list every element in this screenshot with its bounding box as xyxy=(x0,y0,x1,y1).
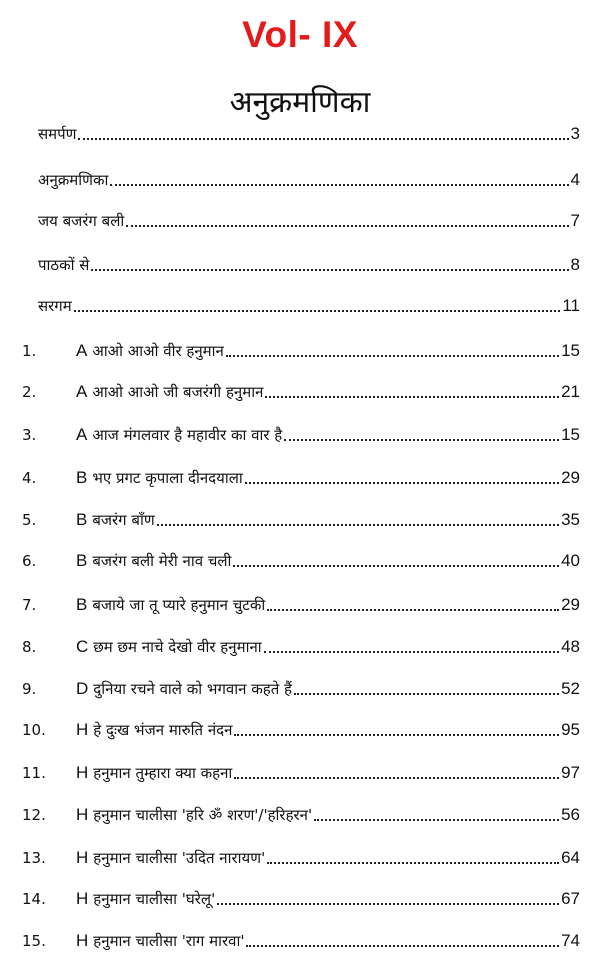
toc-row[interactable] xyxy=(22,929,580,953)
dot-leader xyxy=(217,903,559,905)
dot-leader xyxy=(226,355,559,357)
toc-page: 15 xyxy=(561,425,580,444)
entry-letter: H xyxy=(76,763,89,782)
dot-leader xyxy=(314,819,559,821)
entry-letter: H xyxy=(76,848,89,867)
entry-letter: H xyxy=(76,889,89,908)
toc-title: आओ आओ वीर हनुमान xyxy=(92,342,224,360)
dot-leader xyxy=(267,862,559,864)
toc-title: हनुमान तुम्हारा क्या कहना xyxy=(93,764,233,782)
dot-leader xyxy=(267,609,559,611)
toc-title: अनुक्रमणिका xyxy=(38,171,109,189)
dot-leader xyxy=(294,693,559,695)
toc-title: हनुमान चालीसा 'उदित नारायण' xyxy=(93,849,266,867)
entry-letter: A xyxy=(76,382,88,401)
dot-leader xyxy=(91,269,568,271)
entry-letter: C xyxy=(76,637,89,656)
toc-page: 97 xyxy=(561,763,580,782)
toc-title: छम छम नाचे देखो वीर हनुमाना xyxy=(93,638,262,656)
toc-title: सरगम xyxy=(38,297,72,315)
entry-number: 9. xyxy=(22,680,37,698)
entry-letter: H xyxy=(76,720,89,739)
toc-title: बजरंग बाँण xyxy=(92,511,155,529)
dot-leader xyxy=(126,225,568,227)
toc-page: 7 xyxy=(570,211,580,230)
toc-page: 40 xyxy=(561,551,580,570)
dot-leader xyxy=(234,777,559,779)
toc-page: 56 xyxy=(561,805,580,824)
toc-row-front[interactable] xyxy=(38,122,580,146)
entry-letter: B xyxy=(76,510,88,529)
toc-title: बजाये जा तू प्यारे हनुमान चुटकी xyxy=(92,596,266,614)
entry-number: 13. xyxy=(22,849,46,867)
toc-title: हनुमान चालीसा 'राग मारवा' xyxy=(93,932,245,950)
entry-letter: H xyxy=(76,805,89,824)
toc-row-front[interactable] xyxy=(38,294,580,318)
toc-page: 35 xyxy=(561,510,580,529)
toc-title: हनुमान चालीसा 'घरेलू' xyxy=(93,890,216,908)
entry-number: 11. xyxy=(22,764,46,782)
toc-title: हनुमान चालीसा 'हरि ॐ शरण'/'हरिहरन' xyxy=(93,806,313,824)
toc-title: दुनिया रचने वाले को भगवान कहते हैं xyxy=(93,680,292,698)
entry-number: 14. xyxy=(22,890,46,908)
toc-row[interactable] xyxy=(22,593,580,617)
toc-title: भए प्रगट कृपाला दीनदयाला xyxy=(92,469,243,487)
toc-row[interactable] xyxy=(22,380,580,404)
dot-leader xyxy=(264,651,559,653)
dot-leader xyxy=(74,310,561,312)
entry-number: 5. xyxy=(22,511,37,529)
entry-number: 1. xyxy=(22,342,37,360)
toc-title: समर्पण xyxy=(38,125,77,143)
toc-page: 29 xyxy=(561,595,580,614)
toc-row[interactable] xyxy=(22,635,580,659)
entry-letter: A xyxy=(76,425,88,444)
page-heading: अनुक्रमणिका xyxy=(229,85,371,120)
entry-letter: B xyxy=(76,595,88,614)
dot-leader xyxy=(245,482,559,484)
entry-letter: B xyxy=(76,468,88,487)
toc-page: 64 xyxy=(561,848,580,867)
toc-row-front[interactable] xyxy=(38,209,580,233)
toc-row[interactable] xyxy=(22,339,580,363)
toc-page: 4 xyxy=(570,170,580,189)
toc-page: 48 xyxy=(561,637,580,656)
toc-page: 29 xyxy=(561,468,580,487)
toc-row[interactable] xyxy=(22,718,580,742)
toc-row[interactable] xyxy=(22,677,580,701)
entry-number: 2. xyxy=(22,383,37,401)
toc-page: 3 xyxy=(570,124,580,143)
entry-number: 10. xyxy=(22,721,46,739)
toc-row[interactable] xyxy=(22,508,580,532)
toc-row[interactable] xyxy=(22,423,580,447)
dot-leader xyxy=(110,184,568,186)
dot-leader xyxy=(265,396,559,398)
volume-title: Vol- IX xyxy=(242,14,358,55)
toc-row-front[interactable] xyxy=(38,168,580,192)
toc-page: 74 xyxy=(561,931,580,950)
toc-row[interactable] xyxy=(22,846,580,870)
entry-letter: B xyxy=(76,551,88,570)
toc-title: आज मंगलवार है महावीर का वार है xyxy=(92,426,283,444)
toc-row[interactable] xyxy=(22,549,580,573)
entry-letter: D xyxy=(76,679,89,698)
toc-title: आओ आओ जी बजरंगी हनुमान xyxy=(92,383,264,401)
toc-page: 15 xyxy=(561,341,580,360)
entry-number: 12. xyxy=(22,806,46,824)
toc-row[interactable] xyxy=(22,887,580,911)
toc-page: 8 xyxy=(570,255,580,274)
entry-letter: A xyxy=(76,341,88,360)
toc-row[interactable] xyxy=(22,803,580,827)
toc-page: 52 xyxy=(561,679,580,698)
entry-number: 15. xyxy=(22,932,46,950)
toc-page: 95 xyxy=(561,720,580,739)
entry-number: 3. xyxy=(22,426,37,444)
toc-title: बजरंग बली मेरी नाव चली xyxy=(92,552,232,570)
entry-number: 7. xyxy=(22,596,37,614)
dot-leader xyxy=(234,734,559,736)
entry-number: 6. xyxy=(22,552,37,570)
entry-number: 8. xyxy=(22,638,37,656)
toc-page: 21 xyxy=(561,382,580,401)
toc-row-front[interactable] xyxy=(38,253,580,277)
toc-title: पाठकों से xyxy=(38,256,90,274)
toc-title: हे दुःख भंजन मारुति नंदन xyxy=(93,721,233,739)
toc-page: 67 xyxy=(561,889,580,908)
dot-leader xyxy=(78,138,568,140)
entry-number: 4. xyxy=(22,469,37,487)
dot-leader xyxy=(246,945,559,947)
toc-row[interactable] xyxy=(22,761,580,785)
toc-page: 11 xyxy=(562,296,580,315)
toc-row[interactable] xyxy=(22,466,580,490)
dot-leader xyxy=(284,439,559,441)
dot-leader xyxy=(233,565,559,567)
entry-letter: H xyxy=(76,931,89,950)
dot-leader xyxy=(157,524,559,526)
toc-title: जय बजरंग बली xyxy=(38,212,125,230)
